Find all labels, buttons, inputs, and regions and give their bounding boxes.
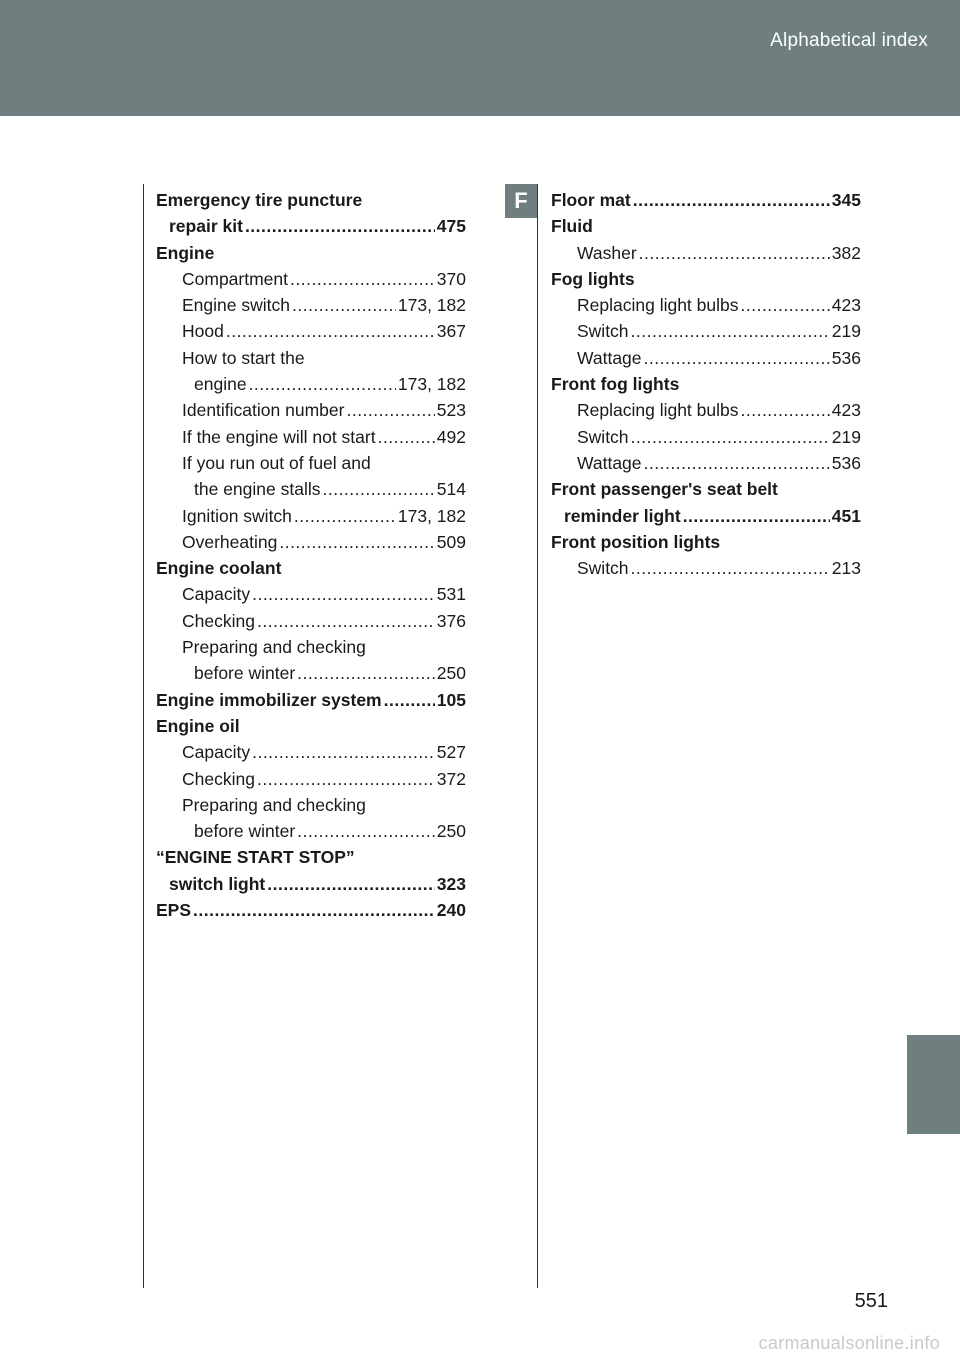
- index-entry-label: Switch: [577, 558, 629, 579]
- index-entry-page: 527: [436, 742, 466, 763]
- dot-leader: [257, 766, 435, 792]
- index-entry-label: If the engine will not start: [182, 426, 376, 447]
- index-entry-page: 376: [436, 610, 466, 631]
- dot-leader: [252, 581, 435, 607]
- index-entry-page: 514: [436, 479, 466, 500]
- index-entry: [156, 792, 466, 818]
- index-entry-page: 536: [831, 347, 861, 368]
- section-letter-tab: F: [505, 184, 537, 218]
- index-entry-label: engine: [194, 374, 247, 395]
- dot-leader: [644, 450, 830, 476]
- index-entry-page: 423: [831, 400, 861, 421]
- dot-leader: [639, 240, 830, 266]
- header-title: Alphabetical index: [770, 30, 928, 51]
- dot-leader: [644, 345, 830, 371]
- index-entry: [551, 450, 861, 476]
- dot-leader: [631, 424, 830, 450]
- index-entry-label: EPS: [156, 900, 192, 921]
- index-entry-label: Fluid: [551, 216, 593, 237]
- index-entry-label: Washer: [577, 242, 637, 263]
- index-entry: [551, 529, 861, 555]
- index-entry-label: switch light: [169, 873, 266, 894]
- dot-leader: [633, 187, 830, 213]
- index-entry: [156, 713, 466, 739]
- index-entry: [156, 634, 466, 660]
- index-entry: [551, 371, 861, 397]
- index-entry: [156, 266, 466, 292]
- index-entry: [156, 424, 466, 450]
- left-column-rule: [143, 184, 144, 1288]
- index-entry-page: 531: [436, 584, 466, 605]
- index-entry: [156, 660, 466, 686]
- index-entry: [156, 818, 466, 844]
- page-header: [0, 0, 960, 116]
- index-entry-label: Wattage: [577, 347, 642, 368]
- index-entry-label: Wattage: [577, 452, 642, 473]
- index-entry: [156, 371, 466, 397]
- index-entry: [156, 397, 466, 423]
- page-number: 551: [854, 1290, 888, 1312]
- index-entry: [156, 318, 466, 344]
- index-entry: [551, 187, 861, 213]
- index-entry: [551, 476, 861, 502]
- index-entry-label: Preparing and checking: [182, 794, 366, 815]
- index-entry-page: 213: [831, 558, 861, 579]
- index-entry: [551, 345, 861, 371]
- dot-leader: [683, 503, 830, 529]
- index-entry-page: 323: [436, 873, 466, 894]
- index-entry-label: Compartment: [182, 268, 289, 289]
- index-entry-page: 219: [831, 321, 861, 342]
- index-entry-page: 475: [436, 216, 466, 237]
- index-entry-page: 240: [436, 900, 466, 921]
- dot-leader: [252, 739, 435, 765]
- index-entry-label: before winter: [194, 821, 296, 842]
- dot-leader: [346, 397, 434, 423]
- index-entry: [156, 581, 466, 607]
- index-entry: [156, 739, 466, 765]
- index-entry-page: 536: [831, 452, 861, 473]
- index-entry-label: Floor mat: [551, 190, 631, 210]
- index-entry-page: 451: [831, 505, 861, 526]
- dot-leader: [279, 529, 434, 555]
- index-entry: [156, 555, 466, 581]
- index-entry-label: Fog lights: [551, 268, 635, 289]
- dot-leader: [297, 818, 435, 844]
- index-entry: [156, 503, 466, 529]
- index-entry: [156, 292, 466, 318]
- index-entry-page: 173, 182: [397, 295, 466, 316]
- index-entry-label: Engine oil: [156, 715, 240, 736]
- index-entry: [156, 187, 466, 213]
- index-entry-label: Checking: [182, 610, 255, 631]
- index-entry-label: “ENGINE START STOP”: [156, 847, 355, 868]
- dot-leader: [193, 897, 435, 923]
- dot-leader: [290, 266, 435, 292]
- index-entry: [551, 555, 861, 581]
- index-entry-page: 372: [436, 768, 466, 789]
- index-entry: [156, 476, 466, 502]
- index-entry: [156, 897, 466, 923]
- index-entry: [551, 240, 861, 266]
- dot-leader: [631, 555, 830, 581]
- dot-leader: [378, 424, 435, 450]
- index-entry-page: 367: [436, 321, 466, 342]
- dot-leader: [631, 318, 830, 344]
- index-entry: [156, 529, 466, 555]
- index-entry: [551, 397, 861, 423]
- index-entry-label: before winter: [194, 663, 296, 684]
- index-entry-label: Replacing light bulbs: [577, 400, 739, 421]
- index-entry-page: 173, 182: [397, 505, 466, 526]
- index-entry-page: 219: [831, 426, 861, 447]
- dot-leader: [267, 871, 435, 897]
- watermark: carmanualsonline.info: [758, 1333, 940, 1353]
- dot-leader: [297, 660, 435, 686]
- index-column-right: [551, 187, 861, 581]
- index-entry-label: Identification number: [182, 400, 345, 421]
- index-entry: [551, 292, 861, 318]
- index-entry-page: 250: [436, 663, 466, 684]
- index-entry-label: Front position lights: [551, 531, 721, 552]
- index-entry-label: Switch: [577, 321, 629, 342]
- index-entry: [156, 687, 466, 713]
- index-entry-page: 423: [831, 295, 861, 316]
- index-entry-label: Checking: [182, 768, 255, 789]
- dot-leader: [245, 213, 435, 239]
- index-entry-label: If you run out of fuel and: [182, 452, 371, 473]
- index-entry-label: repair kit: [169, 216, 243, 237]
- index-entry-page: 250: [436, 821, 466, 842]
- index-entry-label: Engine coolant: [156, 558, 282, 579]
- dot-leader: [741, 397, 830, 423]
- index-entry-label: Engine switch: [182, 295, 290, 316]
- index-column-left: [156, 187, 466, 923]
- index-entry-label: Front passenger's seat belt: [551, 479, 778, 500]
- dot-leader: [741, 292, 830, 318]
- index-entry-label: Capacity: [182, 584, 251, 605]
- index-entry-page: 370: [436, 268, 466, 289]
- index-entry-label: Overheating: [182, 531, 278, 552]
- index-entry: [551, 266, 861, 292]
- dot-leader: [249, 371, 396, 397]
- chapter-side-tab: [907, 1035, 960, 1134]
- index-entry: [156, 213, 466, 239]
- index-entry-page: 523: [436, 400, 466, 421]
- index-entry: [156, 608, 466, 634]
- index-entry-label: reminder light: [564, 505, 681, 526]
- index-entry: [551, 503, 861, 529]
- index-entry: [156, 450, 466, 476]
- index-entry-label: Ignition switch: [182, 505, 292, 526]
- index-entry: [156, 345, 466, 371]
- index-entry-page: 382: [831, 242, 861, 263]
- index-entry: [156, 766, 466, 792]
- index-entry-page: 173, 182: [397, 374, 466, 395]
- index-entry-label: Engine: [156, 242, 215, 263]
- index-entry-label: Capacity: [182, 742, 251, 763]
- index-entry-label: Engine immobilizer system: [156, 689, 382, 710]
- index-entry-label: Replacing light bulbs: [577, 295, 739, 316]
- index-entry-page: 492: [436, 426, 466, 447]
- index-entry: [551, 424, 861, 450]
- index-entry-label: Front fog lights: [551, 374, 680, 395]
- index-entry-label: Preparing and checking: [182, 637, 366, 658]
- index-entry-page: 509: [436, 531, 466, 552]
- dot-leader: [292, 292, 396, 318]
- index-entry-page: 105: [436, 689, 466, 710]
- right-column-rule: [537, 184, 538, 1288]
- dot-leader: [257, 608, 435, 634]
- index-entry-label: Emergency tire puncture: [156, 190, 363, 210]
- index-entry-page: 345: [831, 190, 861, 210]
- dot-leader: [226, 318, 435, 344]
- index-entry-label: How to start the: [182, 347, 305, 368]
- dot-leader: [294, 503, 396, 529]
- dot-leader: [384, 687, 435, 713]
- index-entry: [551, 318, 861, 344]
- index-entry-label: Hood: [182, 321, 224, 342]
- index-entry: [551, 213, 861, 239]
- index-entry: [156, 844, 466, 870]
- dot-leader: [322, 476, 434, 502]
- index-entry: [156, 871, 466, 897]
- index-entry: [156, 240, 466, 266]
- index-entry-label: the engine stalls: [194, 479, 321, 500]
- index-entry-label: Switch: [577, 426, 629, 447]
